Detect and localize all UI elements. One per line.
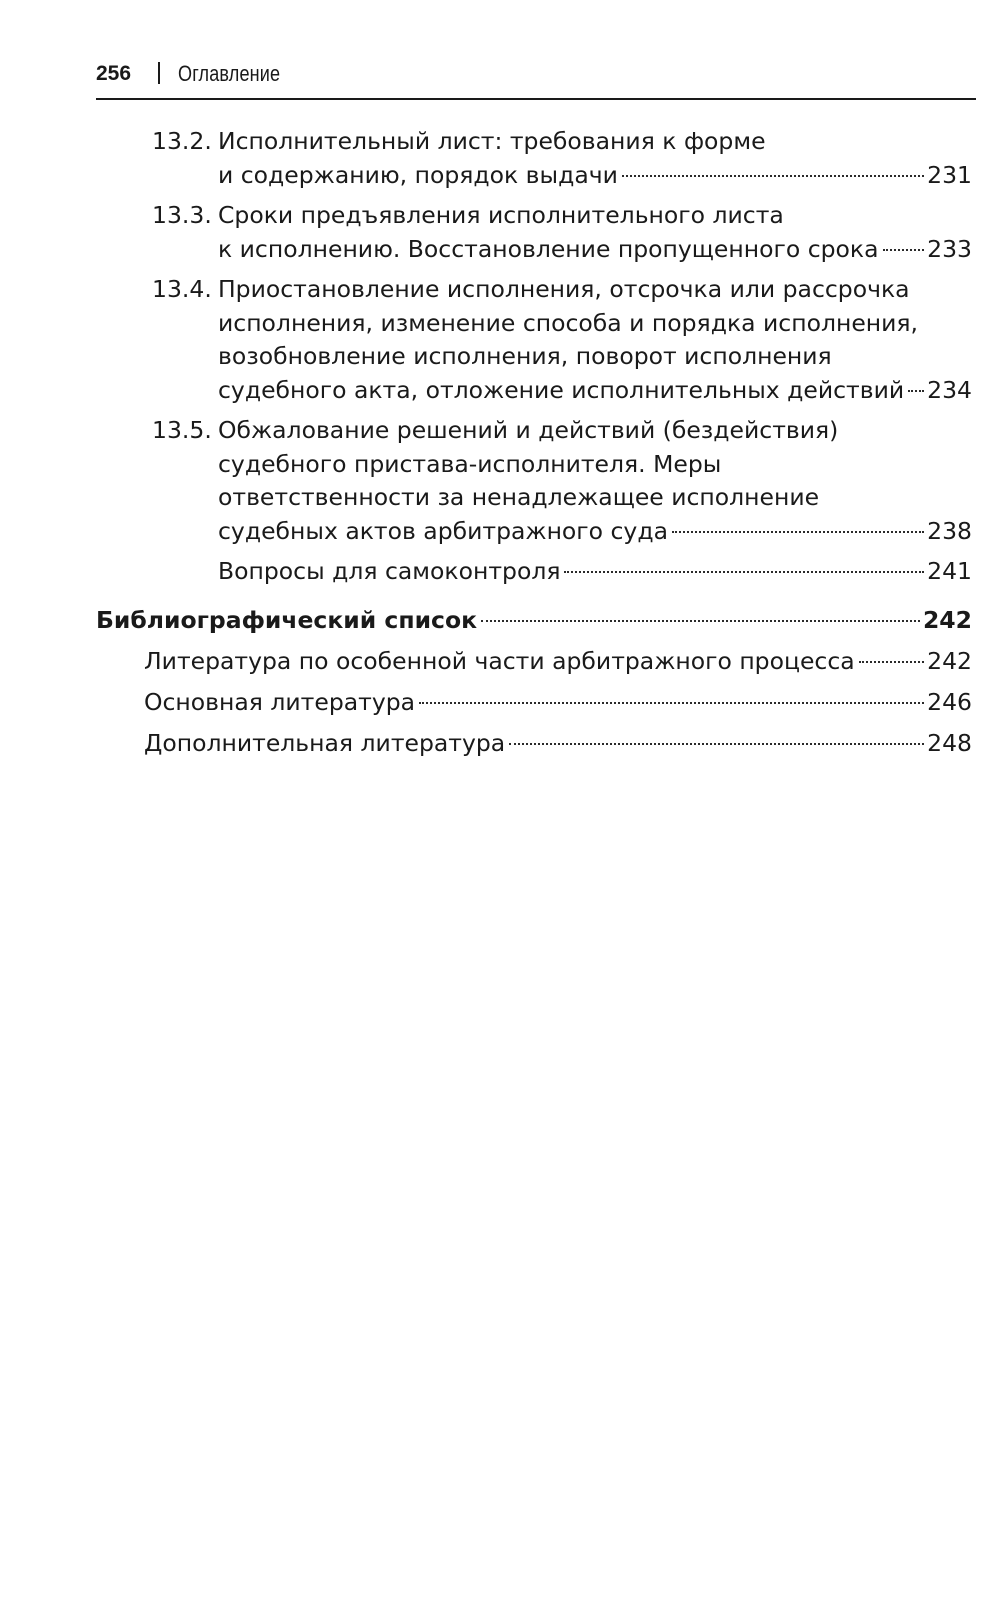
toc-page-number: 231 <box>927 160 972 189</box>
dot-leader <box>672 531 924 533</box>
toc-entry-number: 13.3. <box>152 201 212 229</box>
header-section-title: Оглавление <box>178 61 281 86</box>
toc-page-number: 242 <box>927 647 972 675</box>
toc-page-number: 246 <box>927 688 972 716</box>
dot-leader <box>481 620 920 622</box>
toc-entry-line: Основная литература <box>144 688 416 716</box>
page-number: 256 <box>96 62 132 85</box>
toc-entry-13-2[interactable] <box>152 125 972 192</box>
toc-entry-line: Библиографический список <box>96 606 478 634</box>
toc-entry-line: Вопросы для самоконтроля <box>218 557 561 585</box>
toc-entry-line: судебных актов арбитражного суда <box>218 516 668 545</box>
toc-entry-13-4[interactable] <box>152 273 972 407</box>
dot-leader <box>859 661 924 663</box>
toc-entry-line: Исполнительный лист: требования к форме <box>218 127 766 155</box>
toc-page-number: 248 <box>927 729 972 757</box>
toc-entry-main-literature[interactable] <box>144 686 972 720</box>
toc-entry-line: Литература по особенной части арбитражного процесса <box>144 647 855 675</box>
toc-entry-bibliography[interactable] <box>96 604 972 638</box>
toc-entry-line: возобновление исполнения, поворот исполнения <box>218 342 832 370</box>
dot-leader <box>509 743 924 745</box>
toc-entry-13-5[interactable] <box>152 414 972 548</box>
dot-leader <box>419 702 924 704</box>
toc-page-number: 238 <box>927 516 972 545</box>
toc-entry-special-part-literature[interactable] <box>144 645 972 679</box>
dot-leader <box>908 390 924 392</box>
toc-entry-self-check[interactable] <box>218 555 972 589</box>
toc-page-number: 241 <box>927 557 972 585</box>
toc-page-number: 233 <box>927 234 972 263</box>
toc-entry-line: исполнения, изменение способа и порядка исполнения, <box>218 308 919 337</box>
dot-leader <box>622 175 924 177</box>
toc-page-number: 234 <box>927 375 972 404</box>
toc-entry-number: 13.2. <box>152 127 212 155</box>
toc-entry-line: судебного пристава-исполнителя. Меры <box>218 449 722 478</box>
toc-entry-line: Дополнительная литература <box>144 729 506 757</box>
dot-leader <box>883 249 925 251</box>
toc-entry-number: 13.5. <box>152 416 212 444</box>
toc-entry-line: судебного акта, отложение исполнительных действий <box>218 375 905 404</box>
toc-entry-line: Обжалование решений и действий (бездействия) <box>218 416 839 444</box>
toc-entry-number: 13.4. <box>152 275 212 303</box>
toc-entry-13-3[interactable] <box>152 199 972 266</box>
toc-page-number: 242 <box>922 606 972 634</box>
toc-entry-line: ответственности за ненадлежащее исполнение <box>218 483 820 511</box>
toc-entry-line: и содержанию, порядок выдачи <box>218 160 618 189</box>
toc-entry-line: Приостановление исполнения, отсрочка или рассрочка <box>218 275 910 303</box>
dot-leader <box>564 571 924 573</box>
toc-entry-additional-literature[interactable] <box>144 727 972 761</box>
toc-entry-line: к исполнению. Восстановление пропущенного срока <box>218 234 879 263</box>
toc-entry-line: Сроки предъявления исполнительного листа <box>218 201 784 229</box>
